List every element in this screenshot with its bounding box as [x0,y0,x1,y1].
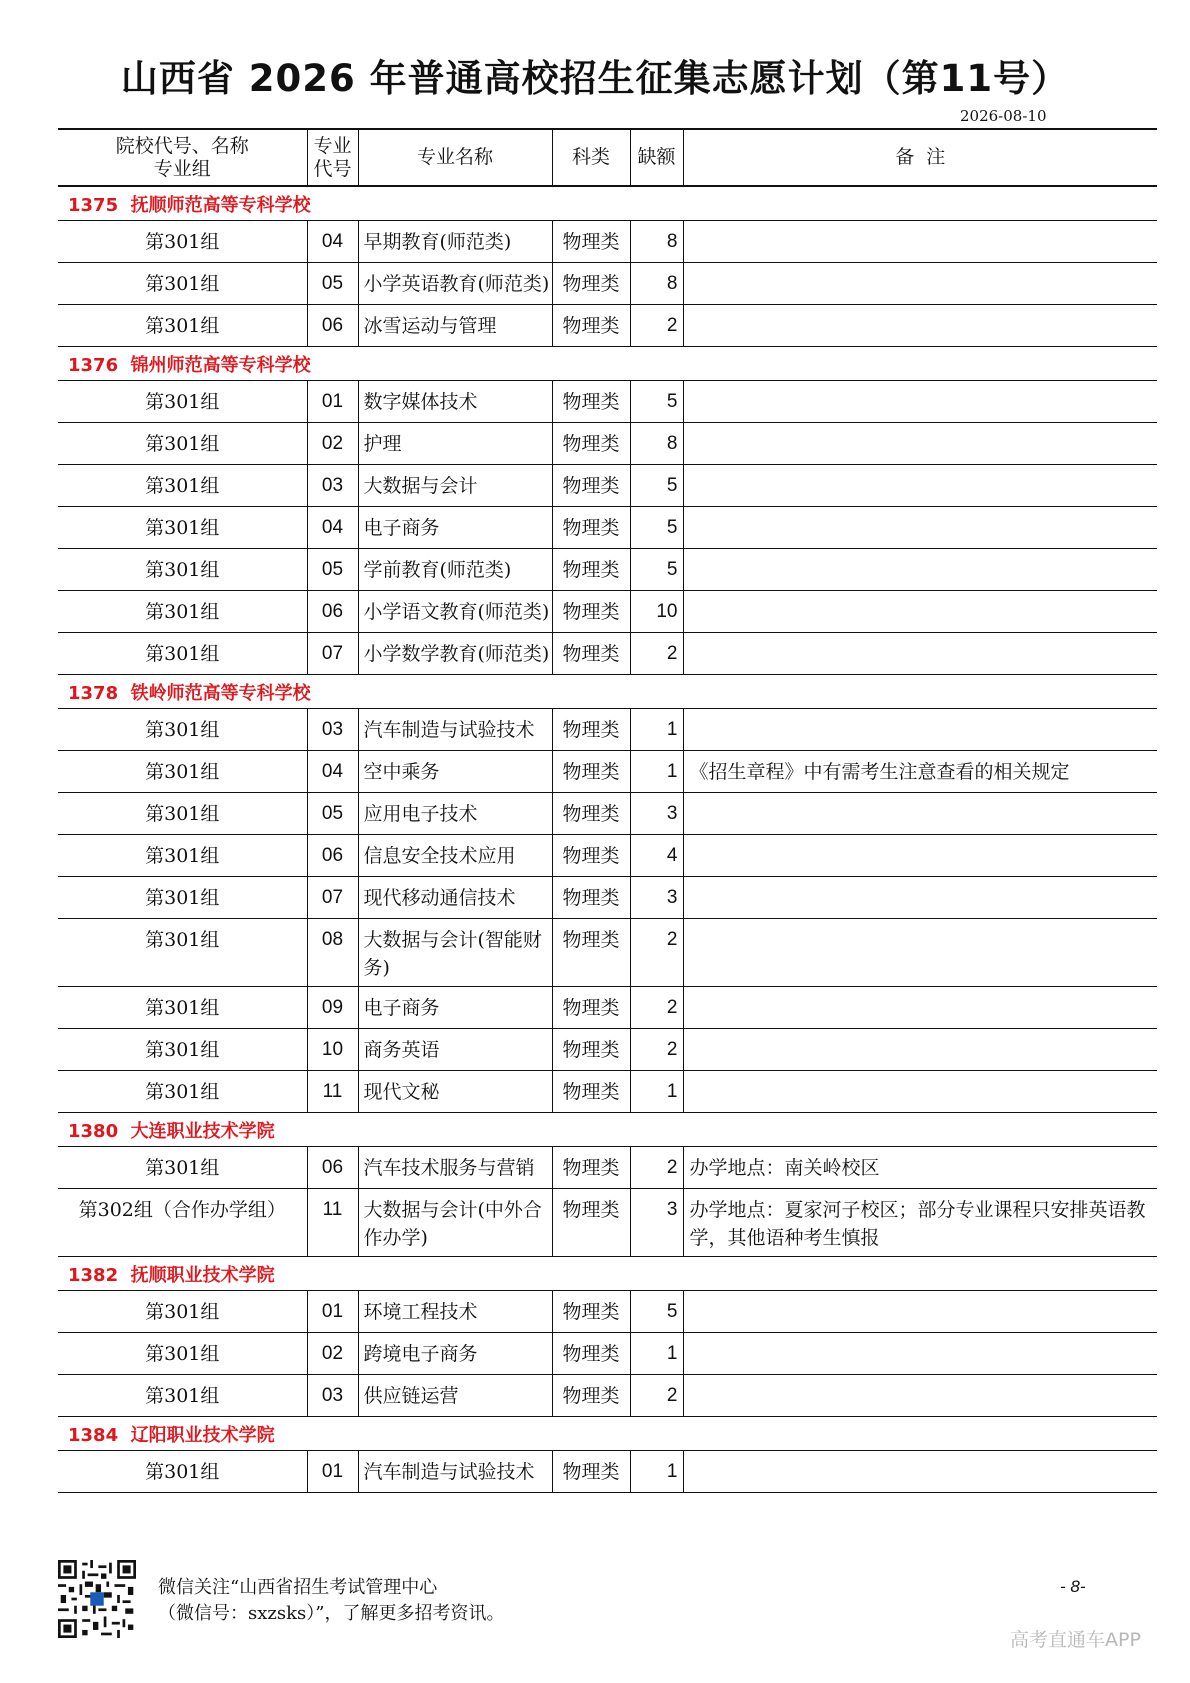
quota-cell: 3 [630,1189,683,1257]
header-major: 专业名称 [358,129,552,186]
category-cell: 物理类 [552,709,630,751]
major-name-cell: 数字媒体技术 [358,381,552,423]
category-cell: 物理类 [552,549,630,591]
table-row [58,465,1157,507]
category-cell: 物理类 [552,381,630,423]
category-cell: 物理类 [552,919,630,987]
note-cell [683,1333,1157,1375]
school-name: 1380 大连职业技术学院 [58,1113,1157,1147]
major-name-cell: 大数据与会计(智能财务) [358,919,552,987]
table-row [58,263,1157,305]
group-cell: 第301组 [58,263,307,305]
major-name-cell: 应用电子技术 [358,793,552,835]
major-name-cell: 信息安全技术应用 [358,835,552,877]
school-name: 1375 抚顺师范高等专科学校 [58,186,1157,221]
category-cell: 物理类 [552,793,630,835]
group-cell: 第301组 [58,465,307,507]
table-row [58,877,1157,919]
category-cell: 物理类 [552,1029,630,1071]
major-name-cell: 冰雪运动与管理 [358,305,552,347]
note-cell [683,381,1157,423]
major-name-cell: 汽车制造与试验技术 [358,709,552,751]
major-code-cell: 05 [307,549,358,591]
note-cell [683,263,1157,305]
school-row [58,347,1157,381]
footer-text [158,1575,504,1627]
table-row [58,835,1157,877]
major-code-cell: 06 [307,1147,358,1189]
major-code-cell: 06 [307,591,358,633]
school-row [58,1113,1157,1147]
quota-cell: 10 [630,591,683,633]
group-cell: 第301组 [58,1375,307,1417]
category-cell: 物理类 [552,465,630,507]
table-row [58,305,1157,347]
school-name: 1382 抚顺职业技术学院 [58,1257,1157,1291]
table-row [58,919,1157,987]
group-cell: 第301组 [58,507,307,549]
footer-line-2: （微信号：sxzsks）”，了解更多招考资讯。 [158,1603,505,1624]
group-cell: 第301组 [58,1333,307,1375]
quota-cell: 1 [630,709,683,751]
group-cell: 第301组 [58,221,307,263]
category-cell: 物理类 [552,423,630,465]
major-code-cell: 09 [307,987,358,1029]
quota-cell: 2 [630,1375,683,1417]
major-code-cell: 03 [307,465,358,507]
category-cell: 物理类 [552,1189,630,1257]
major-code-cell: 06 [307,305,358,347]
category-cell: 物理类 [552,305,630,347]
major-name-cell: 空中乘务 [358,751,552,793]
quota-cell: 2 [630,987,683,1029]
major-code-cell: 04 [307,507,358,549]
group-cell: 第301组 [58,1451,307,1493]
quota-cell: 1 [630,1451,683,1493]
major-code-cell: 02 [307,423,358,465]
quota-cell: 3 [630,877,683,919]
group-cell: 第301组 [58,751,307,793]
major-name-cell: 大数据与会计(中外合作办学) [358,1189,552,1257]
note-cell [683,987,1157,1029]
header-quota: 缺额 [630,129,683,186]
group-cell: 第301组 [58,549,307,591]
major-code-cell: 11 [307,1071,358,1113]
group-cell: 第301组 [58,1029,307,1071]
quota-cell: 5 [630,465,683,507]
major-code-cell: 07 [307,877,358,919]
category-cell: 物理类 [552,1291,630,1333]
major-code-cell: 04 [307,221,358,263]
school-row [58,186,1157,221]
table-row [58,1029,1157,1071]
school-row [58,1417,1157,1451]
note-cell [683,507,1157,549]
note-cell: 办学地点：夏家河子校区；部分专业课程只安排英语教学，其他语种考生慎报 [683,1189,1157,1257]
table-row [58,1291,1157,1333]
group-cell: 第301组 [58,793,307,835]
publish-date: 2026-08-10 [960,107,1047,125]
table-row [58,1071,1157,1113]
quota-cell: 3 [630,793,683,835]
category-cell: 物理类 [552,221,630,263]
note-cell [683,221,1157,263]
quota-cell: 8 [630,221,683,263]
table-row [58,1147,1157,1189]
note-cell [683,877,1157,919]
note-cell: 办学地点：南关岭校区 [683,1147,1157,1189]
major-name-cell: 电子商务 [358,987,552,1029]
major-code-cell: 06 [307,835,358,877]
table-row [58,221,1157,263]
major-code-cell: 07 [307,633,358,675]
category-cell: 物理类 [552,507,630,549]
header-group: 院校代号、名称 专业组 [58,129,307,186]
major-code-cell: 03 [307,709,358,751]
category-cell: 物理类 [552,835,630,877]
group-cell: 第301组 [58,1071,307,1113]
major-code-cell: 08 [307,919,358,987]
major-code-cell: 11 [307,1189,358,1257]
table-row [58,549,1157,591]
group-cell: 第301组 [58,835,307,877]
major-name-cell: 现代文秘 [358,1071,552,1113]
category-cell: 物理类 [552,591,630,633]
quota-cell: 2 [630,1029,683,1071]
note-cell: 《招生章程》中有需考生注意查看的相关规定 [683,751,1157,793]
note-cell [683,1029,1157,1071]
group-cell: 第301组 [58,591,307,633]
major-name-cell: 环境工程技术 [358,1291,552,1333]
group-cell: 第301组 [58,1147,307,1189]
table-row [58,423,1157,465]
table-row [58,633,1157,675]
major-name-cell: 小学语文教育(师范类) [358,591,552,633]
header-note: 备 注 [683,129,1157,186]
category-cell: 物理类 [552,1071,630,1113]
header-category: 科类 [552,129,630,186]
group-cell: 第301组 [58,633,307,675]
major-code-cell: 01 [307,1451,358,1493]
table-row [58,1333,1157,1375]
category-cell: 物理类 [552,1375,630,1417]
quota-cell: 8 [630,263,683,305]
table-row [58,751,1157,793]
note-cell [683,305,1157,347]
category-cell: 物理类 [552,1147,630,1189]
table-row [58,1189,1157,1257]
qr-code-icon [58,1560,136,1638]
group-cell: 第301组 [58,987,307,1029]
quota-cell: 2 [630,1147,683,1189]
major-code-cell: 03 [307,1375,358,1417]
quota-cell: 2 [630,305,683,347]
footer-line-1: 微信关注“山西省招生考试管理中心 [158,1577,438,1598]
quota-cell: 1 [630,1071,683,1113]
note-cell [683,835,1157,877]
table-row [58,507,1157,549]
note-cell [683,465,1157,507]
group-cell: 第301组 [58,919,307,987]
table-body [58,129,1157,1493]
group-cell: 第301组 [58,423,307,465]
category-cell: 物理类 [552,633,630,675]
major-name-cell: 现代移动通信技术 [358,877,552,919]
major-code-cell: 02 [307,1333,358,1375]
major-name-cell: 小学数学教育(师范类) [358,633,552,675]
category-cell: 物理类 [552,1451,630,1493]
group-cell: 第301组 [58,877,307,919]
table-row [58,381,1157,423]
major-code-cell: 01 [307,381,358,423]
quota-cell: 5 [630,549,683,591]
group-cell: 第302组（合作办学组） [58,1189,307,1257]
major-name-cell: 小学英语教育(师范类) [358,263,552,305]
group-cell: 第301组 [58,1291,307,1333]
table-row [58,1451,1157,1493]
note-cell [683,1291,1157,1333]
app-watermark: 高考直通车APP [1010,1629,1141,1651]
note-cell [683,919,1157,987]
group-cell: 第301组 [58,709,307,751]
group-cell: 第301组 [58,381,307,423]
quota-cell: 1 [630,751,683,793]
major-code-cell: 05 [307,793,358,835]
group-cell: 第301组 [58,305,307,347]
quota-cell: 5 [630,381,683,423]
quota-cell: 2 [630,919,683,987]
major-code-cell: 10 [307,1029,358,1071]
quota-cell: 1 [630,1333,683,1375]
major-code-cell: 04 [307,751,358,793]
table-row [58,793,1157,835]
school-name: 1376 锦州师范高等专科学校 [58,347,1157,381]
school-row [58,675,1157,709]
category-cell: 物理类 [552,1333,630,1375]
quota-cell: 2 [630,633,683,675]
quota-cell: 8 [630,423,683,465]
note-cell [683,423,1157,465]
category-cell: 物理类 [552,263,630,305]
note-cell [683,591,1157,633]
table-header-row [58,129,1157,186]
school-name: 1384 辽阳职业技术学院 [58,1417,1157,1451]
page-number: - 8- [1060,1577,1086,1596]
page-title: 山西省 2026 年普通高校招生征集志愿计划（第11号） [120,57,1070,100]
note-cell [683,633,1157,675]
note-cell [683,1375,1157,1417]
major-name-cell: 供应链运营 [358,1375,552,1417]
table-row [58,709,1157,751]
quota-cell: 5 [630,1291,683,1333]
category-cell: 物理类 [552,751,630,793]
major-name-cell: 学前教育(师范类) [358,549,552,591]
note-cell [683,709,1157,751]
note-cell [683,1451,1157,1493]
school-name: 1378 铁岭师范高等专科学校 [58,675,1157,709]
school-row [58,1257,1157,1291]
major-name-cell: 汽车制造与试验技术 [358,1451,552,1493]
major-name-cell: 跨境电子商务 [358,1333,552,1375]
note-cell [683,793,1157,835]
header-code: 专业 代号 [307,129,358,186]
quota-cell: 5 [630,507,683,549]
major-name-cell: 电子商务 [358,507,552,549]
major-name-cell: 大数据与会计 [358,465,552,507]
table-row [58,591,1157,633]
major-code-cell: 05 [307,263,358,305]
category-cell: 物理类 [552,987,630,1029]
note-cell [683,1071,1157,1113]
major-name-cell: 护理 [358,423,552,465]
table-row [58,1375,1157,1417]
major-name-cell: 早期教育(师范类) [358,221,552,263]
note-cell [683,549,1157,591]
table-row [58,987,1157,1029]
enrollment-plan-table [58,128,1157,1493]
major-name-cell: 汽车技术服务与营销 [358,1147,552,1189]
major-code-cell: 01 [307,1291,358,1333]
major-name-cell: 商务英语 [358,1029,552,1071]
quota-cell: 4 [630,835,683,877]
category-cell: 物理类 [552,877,630,919]
